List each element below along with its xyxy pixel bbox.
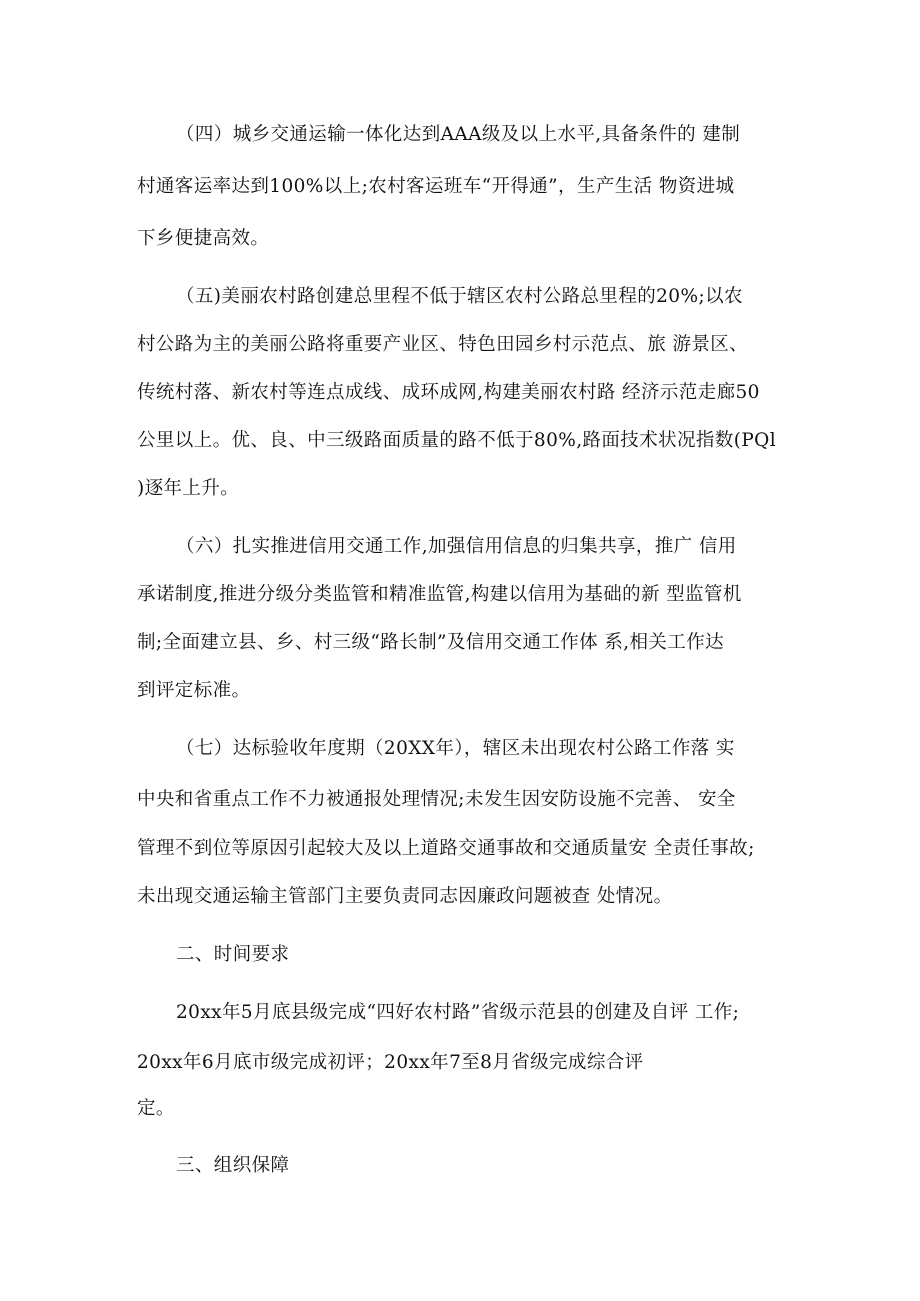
paragraph-line: 20xx年5月底县级完成“四好农村路”省级示范县的创建及自评 工作; [176, 1002, 740, 1023]
paragraph-line: 未出现交通运输主管部门主要负责同志因廉政问题被查 处情况。 [137, 886, 673, 907]
paragraph-line: 管理不到位等原因引起较大及以上道路交通事故和交通质量安 全责任事故; [137, 838, 755, 859]
paragraph-line: （四）城乡交通运输一体化达到AAA级及以上水平,具备条件的 建制 [176, 124, 741, 145]
paragraph-line: 公里以上。优、良、中三级路面质量的路不低于80%,路面技术状况指数(PQl [137, 430, 777, 451]
paragraph-line: 到评定标准。 [137, 680, 251, 701]
section-heading: 二、时间要求 [176, 944, 290, 965]
paragraph-line: 承诺制度,推进分级分类监管和精准监管,构建以信用为基础的新 型监管机 [137, 584, 742, 605]
paragraph-line: )逐年上升。 [137, 478, 240, 499]
paragraph-line: （七）达标验收年度期（20XX年），辖区未出现农村公路工作落 实 [176, 738, 735, 759]
paragraph-line: 中央和省重点工作不力被通报处理情况;未发生因安防设施不完善、 安全 [137, 789, 736, 810]
paragraph-line: 传统村落、新农村等连点成线、成环成网,构建美丽农村路 经济示范走廊50 [137, 382, 760, 403]
paragraph-line: （五)美丽农村路创建总里程不低于辖区农村公路总里程的20%;以农 [176, 286, 743, 307]
paragraph-line: 制;全面建立县、乡、村三级“路长制”及信用交通工作体 系,相关工作达 [137, 632, 725, 653]
paragraph-line: 村通客运率达到100%以上;农村客运班车“开得通”，生产生活 物资进城 [137, 176, 735, 197]
paragraph-line: （六）扎实推进信用交通工作,加强信用信息的归集共享，推广 信用 [176, 536, 737, 557]
section-heading: 三、组织保障 [176, 1155, 290, 1176]
paragraph-line: 定。 [137, 1098, 175, 1119]
paragraph-line: 村公路为主的美丽公路将重要产业区、特色田园乡村示范点、旅 游景区、 [137, 334, 749, 355]
paragraph-line: 下乡便捷高效。 [137, 228, 270, 249]
paragraph-line: 20xx年6月底市级完成初评；20xx年7至8月省级完成综合评 [137, 1052, 644, 1073]
